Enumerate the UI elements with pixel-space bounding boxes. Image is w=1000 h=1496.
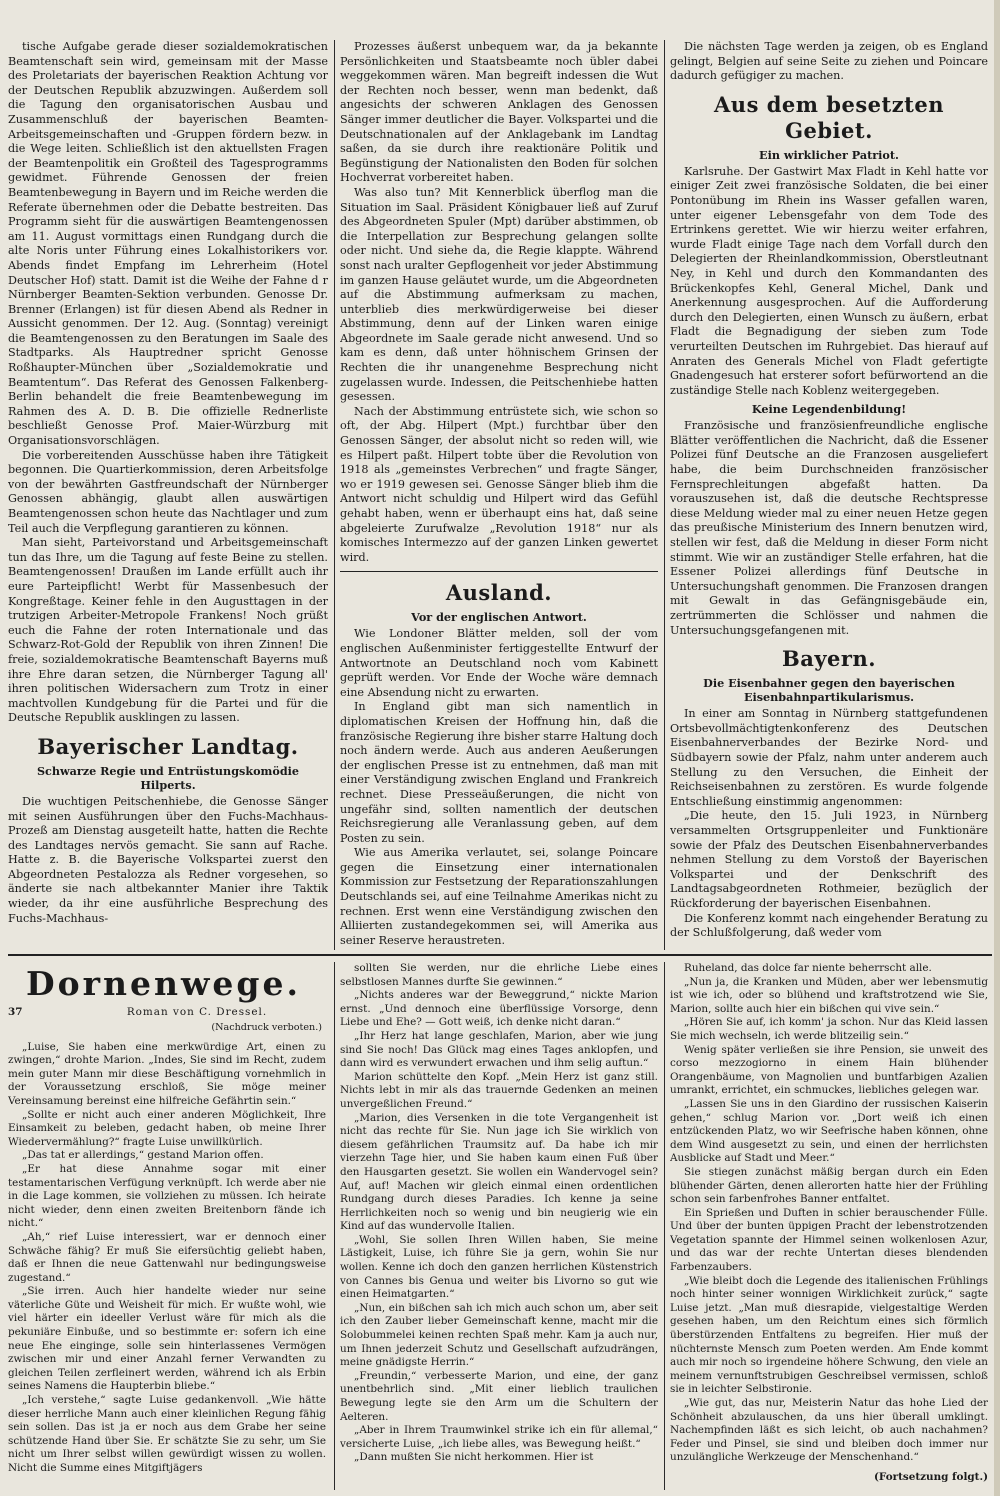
gebiet-heading: Aus dem besetzten Gebiet. <box>714 91 944 143</box>
continued-note: (Fortsetzung folgt.) <box>873 1470 988 1483</box>
novel-paragraph: „Wie gut, das nur, Meisterin Natur das hohe Lied der Schönheit abzulauschen, da uns hier überall umklingt. Nachempfinden läßt es sich leicht, ob auch nachahmen? Feder und Pinsel, sie sind und bleiben doch immer nur unzulängliche Werkzeuge der Menschenhand.“ <box>670 1397 988 1464</box>
novel-paragraph: „Aber in Ihrem Traumwinkel strike ich ein für allemal,“ versicherte Luise, „ich liebe alles, was Bewegung heißt.“ <box>340 1424 658 1450</box>
novel-paragraph: „Nun, ein bißchen sah ich mich auch schon um, aber seit ich den Zauber lieber Gemeinschaft kenne, macht mir die Solobummelei keinen rechten Spaß mehr. Kam ja auch nur, um Ihnen jederzeit Schutz und Gesellschaft aufzudrängen, meine gnädigste Herrin.“ <box>340 1301 658 1369</box>
landtag-heading: Bayerischer Landtag. <box>37 733 299 759</box>
feuilleton-divider <box>8 954 992 956</box>
paragraph: „Die heute, den 15. Juli 1923, in Nürnberg versammelten Ortsgruppenleiter und Funktionäre sowie der Pfalz des Deutschen Eisenbahnerverbandes nehmen Stellung zu dem Vorstoß der Bayerischen Volkspartei und der Denkschrift des Landtagsabgeordneten Rothmeier, bezüglich der Rückforderung der bayerischen Eisenbahnen. <box>670 809 988 910</box>
landtag-paragraphs <box>8 795 328 926</box>
novel-paragraph: „Luise, Sie haben eine merkwürdige Art, einen zu zwingen,“ drohte Marion. „Indes, Sie sind im Recht, zudem mein guter Mann mir diese Beschäftigung vornehmlich in der Voraussetzung erschloß, Sie möge meiner Vereinsamung bereinst eine hilfreiche Gefährtin sein.“ <box>8 1040 326 1107</box>
novel-column-1 <box>8 962 326 1490</box>
novel-column-2 <box>340 962 658 1490</box>
bayern-subheading: Die Eisenbahner gegen den bayerischen Eisenbahnpartikularismus. <box>703 676 955 705</box>
novel-paragraph: „Wie bleibt doch die Legende des italienischen Frühlings noch hinter seiner wonnigen Wirklichkeit zurück,“ sagte Luise jetzt. „Man muß diesrapide, vielgestaltige Werden gesehen haben, um den Reichtum eines sich förmlich überstürzenden Entfaltens zu begreifen. Hier muß der nüchternste Mensch zum Poeten werden. Am Ende kommt auch mir noch so irgendeine höhere Schwung, den viele an meinem vernunftstrubigen Geschreibsel vermissen, schloß sie in leichter Selbstironie. <box>670 1274 988 1396</box>
paragraph: Die wuchtigen Peitschenhiebe, die Genosse Sänger mit seinen Ausführungen über den Fuchs-Machhaus-Prozeß am Dienstag ausgeteilt hatte, hatten die Rechte des Landtages nervös gemacht. Sie sann auf Rache. Hatte z. B. die Bayerische Volkspartei zuerst den Abgeordneten Pestalozza als Redner vorgesehen, so änderte sie nach altbekannter Manier ihre Taktik wieder, da ihr eine ausführliche Besprechung des Fuchs-Machhaus- <box>8 794 328 925</box>
novel-paragraph: „Marion, dies Versenken in die tote Vergangenheit ist nicht das rechte für Sie. Nun jage ich Sie wirklich von diesem gefährlichen Traumsitz auf. Da habe ich mir vierzehn Tage hier, und Sie haben kaum einen Fuß über den Hausgarten gesetzt. Sie wollen ein Wandervogel sein? Auf, auf! Machen wir gleich einmal einen ordentlichen Rundgang durch dieses Paradies. Ich kenne ja seine Herrlichkeiten noch so wenig und bin neugierig wie ein Kind auf das wundervolle Italien. <box>340 1111 658 1233</box>
column-1 <box>8 40 328 948</box>
bayern-heading: Bayern. <box>781 646 877 672</box>
novel-paragraph: „Freundin,“ verbesserte Marion, und eine, der ganz unentbehrlich sind. „Mit einer lieblich traulichen Bewegung legte sie den Arm um die Schultern der Aelteren. <box>340 1369 658 1423</box>
col3-paragraphs <box>670 40 988 84</box>
novel-paragraph: „Nichts anderes war der Beweggrund,“ nickte Marion ernst. „Und dennoch eine überflüssige Vorsorge, denn Liebe und Ehe? — Gott weiß, ich denke nicht daran.“ <box>340 989 658 1029</box>
column-3 <box>670 40 988 948</box>
paragraph: Die nächsten Tage werden ja zeigen, ob es England gelingt, Belgien auf seine Seite zu ziehen und Poincare dadurch gefügiger zu machen. <box>670 40 988 83</box>
novel-byline: Roman von C. Dressel. <box>126 1006 268 1018</box>
novel-title: Dornenwege. <box>26 964 301 1003</box>
novel-paragraph: „Das tat er allerdings,“ gestand Marion offen. <box>22 1149 264 1162</box>
paragraph: Nach der Abstimmung entrüstete sich, wie schon so oft, der Abg. Hilpert (Mpt.) furchtbar über den Genossen Sänger, der absolut nicht so reden will, wie es Hilpert paßt. Hilpert tobte über die Revolution von 1918 als „gemeinstes Verbrechen“ und fragte Sänger, wo er 1919 gewesen sei. Genosse Sänger blieb ihm die Antwort nicht schuldig und Hilpert wird das Gefühl gehabt haben, wenn er überhaupt eins hat, daß seine abgeleierte Zurufwalze „Revolution 1918“ nur als komisches Intermezzo auf der ganzen Linken gewertet wird. <box>340 404 658 564</box>
column-divider <box>664 962 665 1490</box>
novel-paragraph: „Lassen Sie uns in den Giardino der russischen Kaiserin gehen,“ schlug Marion vor. „Dort weiß ich einen entzückenden Platz, wo wir Seefrische haben können, ohne dem Wind ausgesetzt zu sein, und einen der herrlichsten Ausblicke auf Stadt und Meer.“ <box>670 1097 988 1165</box>
legende-subheading: Keine Legendenbildung! <box>751 402 907 417</box>
novel-paragraph: „Sie irren. Auch hier handelte wieder nur seine väterliche Güte und Weisheit für mich. Er wußte wohl, wie viel härter ein ideeller Verlust wäre für mich als die pekuniäre Einbuße, und so bestimmte er: sofern ich eine neue Ehe einginge, solle sein hinterlassenes Vermögen zwischen mir und einer Anzahl ferner Verwandten zu gleichen Teilen zerfleinert werden, während ich als Erbin seines Namens die Haupterbin bliebe.“ <box>8 1285 326 1393</box>
novel-paragraph: „Ich verstehe,“ sagte Luise gedankenvoll. „Wie hätte dieser herrliche Mann auch einer kleinlichen Regung fähig sein sollen. Das ist ja er noch aus dem Grabe her seine schützende Hand über Sie. Er schätzte Sie zu sehr, um Sie nicht um Ihrer selbst willen gewürdigt wissen zu wollen. Nicht die Summe eines Mitgiftjägers <box>8 1394 326 1474</box>
novel-paragraph: Ein Sprießen und Duften in schier berauschender Fülle. Und über der bunten üppigen Pracht der lebenstrotzenden Vegetation spannte der Himmel seinen wolkenlosen Azur, und das war der rechte Untertan dieses blendenden Farbenzaubers. <box>670 1206 988 1274</box>
novel-paragraph: „Wohl, Sie sollen Ihren Willen haben, Sie meine Lästigkeit, Luise, ich führe Sie ja gern, wohin Sie nur wollen. Kenne ich doch den ganzen herrlichen Küstenstrich von Cannes bis Genua und weiter bis Livorno so gut wie einen Heimatgarten.“ <box>340 1233 658 1301</box>
novel-paragraph: sollten Sie werden, nur die ehrliche Liebe eines selbstlosen Mannes durfte Sie gewinnen.“ <box>340 962 658 988</box>
column-divider <box>334 40 335 950</box>
section-rule <box>340 571 658 572</box>
paragraph: Französische und französienfreundliche englische Blätter veröffentlichen die Nachricht, daß die Essener Polizei fünf Deutsche an die Franzosen ausgeliefert habe, die beim Durchschneiden französischer Fernsprechleitungen abgefaßt hatten. Da vorauszusehen ist, daß die deutsche Rechtspresse diese Meldung wieder mal zu einer neuen Hetze gegen das preußische Ministerium des Innern benutzen wird, stellen wir fest, daß die Meldung in dieser Form nicht stimmt. Wie wir an zuständiger Stelle erfahren, hat die Essener Polizei allerdings fünf Deutsche in Untersuchungshaft genommen. Die Franzosen drangen mit Gewalt in das Gefängnisgebäude ein, zertrümmerten die Schlösser und nahmen die Untersuchungsgefangenen mit. <box>670 419 988 637</box>
paragraph: Die Konferenz kommt nach eingehender Beratung zu der Schlußfolgerung, daß weder vom <box>670 911 988 940</box>
paragraph: Karlsruhe. Der Gastwirt Max Fladt in Kehl hatte vor einiger Zeit zwei französische Soldaten, die bei einer Pontonübung im Rhein ins Wasser gefallen waren, unter eigener Lebensgefahr von dem Tode des Ertrinkens gerettet. Wie wir hierzu weiter erfahren, wurde Fladt einige Tage nach dem Vorfall durch den Delegierten der Rheinlandkommission, Oberstleutnant Ney, in Kehl und durch den Kommandanten des Brückenkopfes Kehl, General Michel, Dank und Anerkennung ausgesprochen. Auf die Aufforderung durch den Delegierten, einen Wunsch zu äußern, erbat Fladt die Begnadigung der sieben zum Tode verurteilten Deutschen im Ruhrgebiet. Das hierauf auf Anraten des Generals Michel von Fladt gefertigte Gnadengesuch hat ersterer sofort befürwortend an die zuständige Stelle nach Koblenz weitergegeben. <box>670 164 988 397</box>
installment-number: 37 <box>8 1006 23 1018</box>
novel-paragraph: „Hören Sie auf, ich komm' ja schon. Nur das Kleid lassen Sie mich wechseln, ich werde blitzeilig sein.“ <box>670 1016 988 1042</box>
novel-paragraph: Marion schüttelte den Kopf. „Mein Herz ist ganz still. Nichts lebt in mir als das trauernde Gedenken an meinen unvergeßlichen Freund.“ <box>340 1070 658 1110</box>
novel-column-3 <box>670 962 988 1490</box>
ausland-subheading: Vor der englischen Antwort. <box>411 610 587 625</box>
novel-col1-paragraphs <box>8 1041 326 1476</box>
paragraph: Was also tun? Mit Kennerblick überflog man die Situation im Saal. Präsident Königbauer ließ auf Zuruf des Abgeordneten Spuler (Mpt) darüber abstimmen, ob die Interpellation zur Besprechung gelangen sollte oder nicht. Und siehe da, die Regie klappte. Während sonst nach uralter Gepflogenheit vor jeder Abstimmung im ganzen Hause geläutet wurde, um die Abgeordneten auf die Abstimmung aufmerksam zu machen, unterblieb dies merkwürdigerweise bei dieser Abstimmung, denn auf der Linken waren einige Abgeordnete im Saale gerade nicht anwesend. Und so kam es denn, daß unter höhnischem Grinsen der Rechten die ihr unangenehme Besprechung nicht zugelassen wurde. Indessen, die Peitschenhiebe hatten gesessen. <box>340 185 658 404</box>
ausland-paragraphs <box>340 627 658 948</box>
novel-paragraph: „Er hat diese Annahme sogar mit einer testamentarischen Verfügung verknüpft. Ich werde aber nie in die Lage kommen, sie vollziehen zu müssen. Ich heirate nicht wieder, denn einen zweiten Breitenborn fände ich nicht.“ <box>8 1162 326 1230</box>
legende-paragraphs <box>670 419 988 638</box>
paragraph: Die vorbereitenden Ausschüsse haben ihre Tätigkeit begonnen. Die Quartierkommission, deren Arbeitsfolge von der bewährten Gastfreundschaft der Nürnberger Genossen abhängig, glaubt allen auswärtigen Beamtengenossen schon heute das Nachtlager und zum Teil auch die Verpflegung garantieren zu können. <box>8 448 328 535</box>
novel-paragraph: „Dann mußten Sie nicht herkommen. Hier ist <box>354 1451 594 1464</box>
column-divider <box>664 40 665 950</box>
paragraph: In England gibt man sich namentlich in diplomatischen Kreisen der Hoffnung hin, daß die französische Regierung ihre bisher starre Haltung doch noch ändern werde. Auch aus anderen Aeußerungen der englischen Presse ist zu entnehmen, daß man mit einer Verständigung zwischen England und Frankreich rechnet. Diese Presseäußerungen, die nicht von ungefähr sind, sollten namentlich der deutschen Reichsregierung alle Veranlassung geben, auf dem Posten zu sein. <box>340 700 658 845</box>
gebiet-paragraphs <box>670 165 988 399</box>
novel-paragraph: Wenig später verließen sie ihre Pension, sie unweit des corso mezzogiorno in einem Hain blühender Orangenbäume, von Magnolien und buntfarbigen Azalien umrankt, errichtet, ein schmuckes, liebliches gelegen war. <box>670 1043 988 1097</box>
novel-paragraph: „Sollte er nicht auch einer anderen Möglichkeit, Ihre Einsamkeit zu beleben, gedacht haben, ob meine Ihrer Wiedervermählung?“ fragte Luise unwillkürlich. <box>8 1108 326 1148</box>
novel-paragraph: „Nun ja, die Kranken und Müden, aber wer lebensmutig ist wie ich, oder so blühend und kraftstrotzend wie Sie, Marion, sollte auch hier ein bißchen qui vive sein.“ <box>670 975 988 1015</box>
novel-paragraph: Sie stiegen zunächst mäßig bergan durch ein Eden blühender Gärten, denen allerorten hatte hier der Frühling schon sein farbenfrohes Banner entfaltet. <box>670 1165 988 1206</box>
paragraph: Wie aus Amerika verlautet, sei, solange Poincare gegen die Einsetzung einer internationalen Kommission zur Festsetzung der Reparationszahlungen Deutschlands sei, auf eine Teilnahme Amerikas nicht zu rechnen. Erst wenn eine Verständigung zwischen den Alliierten zustandegekommen sei, will Amerika aus seiner Reserve heraustreten. <box>340 846 658 947</box>
paragraph: In einer am Sonntag in Nürnberg stattgefundenen Ortsbevollmächtigtenkonferenz des Deutschen Eisenbahnerverbandes der Bezirke Nord- und Südbayern sowie der Pfalz, nahm unter anderem auch Stellung zu den Versuchen, die Einheit der Reichseisenbahnen zu zerstören. Es wurde folgende Entschließung einstimmig angenommen: <box>670 707 988 808</box>
paragraph: Man sieht, Parteivorstand und Arbeitsgemeinschaft tun das Ihre, um die Tagung auf feste Beine zu stellen. Beamtengenossen! Draußen im Lande erfüllt auch ihr eure Parteipflicht! Werbt für Massenbesuch der Kongreßtage. Keiner fehle in den Augusttagen in der trutzigen Arbeiter-Metropole Frankens! Noch grüßt euch die Fahne der roten Internationale und das Schwarz-Rot-Gold der Republik von ihren Zinnen! Die freie, sozialdemokratische Beamtenschaft Bayerns muß ihre Ehre daran setzen, die Nürnberger Tagung all' ihren politischen Widersachern zum Trotz in einer machtvollen Kundgebung für die Partei und für die Deutsche Republik ausklingen zu lassen. <box>8 536 328 725</box>
paragraph: Wie Londoner Blätter melden, soll der vom englischen Außenminister fertiggestellte Entwurf der Antwortnote an Deutschland noch vom Kabinett geprüft werden. Vor Ende der Woche wäre demnach eine Absendung nicht zu erwarten. <box>340 627 658 699</box>
novel-paragraph: „Ihr Herz hat lange geschlafen, Marion, aber wie jung sind Sie noch! Das Glück mag eines Tages anklopfen, und dann wird es verwundert erwachen und ihm selig auftun.“ <box>340 1029 658 1070</box>
column-2 <box>340 40 658 948</box>
ausland-heading: Ausland. <box>445 580 553 606</box>
page-edge <box>994 0 1000 1496</box>
novel-meta <box>8 1006 326 1019</box>
landtag-subheading: Schwarze Regie und Entrüstungskomödie Hilperts. <box>36 763 300 792</box>
novel-col2-paragraphs <box>340 962 658 1465</box>
col1-paragraphs <box>8 40 328 726</box>
novel-paragraph: „Ah,“ rief Luise interessiert, war er dennoch einer Schwäche fähig? Er muß Sie eifersüchtig geliebt haben, daß er Ihnen die neue Gattenwahl nur bedingungsweise zugestand.“ <box>8 1230 326 1284</box>
column-divider <box>334 962 335 1490</box>
novel-col3-paragraphs <box>670 962 988 1465</box>
novel-paragraph: Ruheland, das dolce far niente beherrscht alle. <box>684 962 932 974</box>
col2-paragraphs <box>340 40 658 565</box>
paragraph: Prozesses äußerst unbequem war, da ja bekannte Persönlichkeiten und Staatsbeamte noch übler dabei weggekommen wären. Man begreift indessen die Wut der Rechten noch besser, wenn man bedenkt, daß angesichts der schweren Anklagen des Genossen Sänger immer deutlicher die Bayer. Volkspartei und die Deutschnationalen auf der Anklagebank im Landtag saßen, da sie durch ihre reaktionäre Politik und Begünstigung der Nationalisten den Boden für solchen Hochverrat vorbereitet haben. <box>340 40 658 185</box>
paragraph: tische Aufgabe gerade dieser sozialdemokratischen Beamtenschaft sein wird, gemeinsam mit der Masse des Proletariats der bayerischen Reaktion Achtung vor der Deutschen Republik abzuzwingen. Außerdem soll die Tagung den organisatorischen Ausbau und Zusammenschluß der bayerischen Beamten-Arbeitsgemeinschaften und -Gruppen fördern bezw. in die Wege leiten. Schließlich ist den aktuellsten Fragen der Beamtenpolitik ein Großteil des Tagesprogramms gewidmet. Führende Genossen der freien Beamtenbewegung in Bayern und im Reiche werden die Referate übernehmen oder die Debatte bestreiten. Das Programm sieht für die auswärtigen Beamtengenossen am 11. August vormittags einen Rundgang durch die alte Noris unter Führung eines Lokalhistorikers vor. Abends findet Empfang im Lehrerheim (Hotel Deutscher Hof) statt. Damit ist die Weihe der Fahne d r Nürnberger Beamten-Sektion verbunden. Genosse Dr. Brenner (Erlangen) ist für diesen Abend als Redner in Aussicht genommen. Der 12. Aug. (Sonntag) vereinigt die Beamtengenossen zu den Beratungen im Saale des Stadtparks. Als Hauptredner spricht Genosse Roßhaupter-München über „Sozialdemokratie und Beamtentum“. Das Referat des Genossen Falkenberg-Berlin behandelt die freie Beamtenbewegung im Rahmen des A. D. B. Die offizielle Rednerliste beschließt Genosse Prof. Maier-Würzburg mit Organisationsvorschlägen. <box>8 40 328 448</box>
gebiet-subheading: Ein wirklicher Patriot. <box>759 147 899 162</box>
reprint-note: (Nachdruck verboten.) <box>211 1022 322 1033</box>
bayern-paragraphs <box>670 707 988 941</box>
